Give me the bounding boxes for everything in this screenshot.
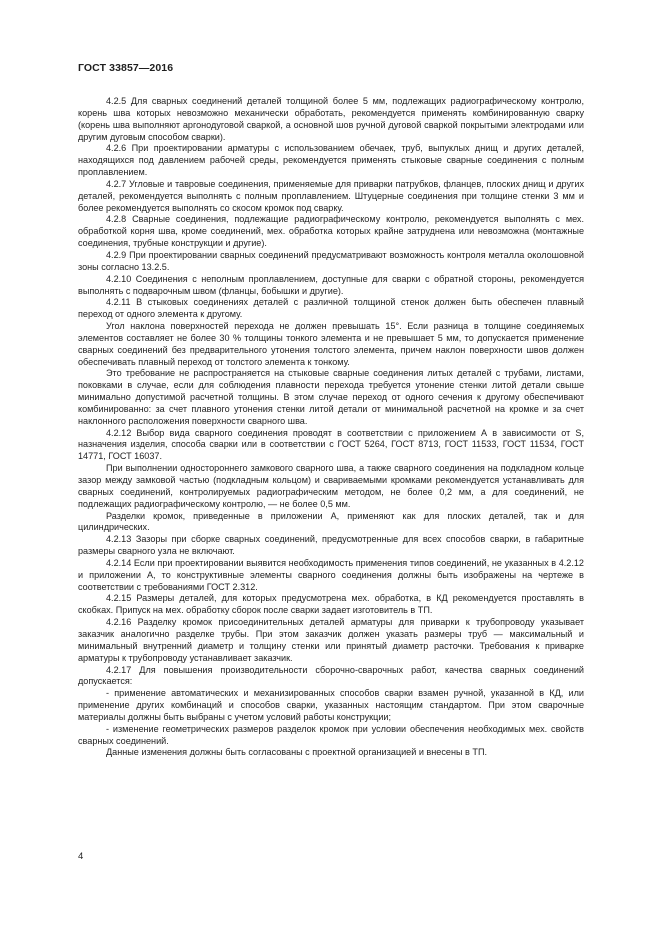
paragraph-edge-preparation: Разделки кромок, приведенные в приложении А, применяют как для плоских деталей, так и для цилиндрических.	[78, 510, 584, 533]
paragraph-slope-angle: Угол наклона поверхностей перехода не должен превышать 15°. Если разница в толщине соединяемых элементов составляет не более 30 % толщины тонкого элемента и не превышает 5 мм, то допускается применение сварных соединений без предварительного утонения толстого элемента, причем наклон поверхности швов должен обеспечивать плавный переход от толстого элемента к тонкому.	[78, 321, 584, 367]
paragraph-approval: Данные изменения должны быть согласованы с проектной организацией и внесены в ТП.	[106, 747, 488, 758]
page-number: 4	[78, 851, 84, 862]
paragraph-4-2-6: 4.2.6 При проектировании арматуры с использованием обечаек, труб, выпуклых днищ и других деталей, находящихся под давлением рабочей среды, рекомендуется применять стыковые сварные соединения с полным проплавлением.	[78, 143, 584, 178]
paragraph-4-2-13: 4.2.13 Зазоры при сборке сварных соединений, предусмотренные для всех способов сварки, в габаритные размеры сварного узла не включают.	[78, 534, 584, 557]
paragraph-4-2-7: 4.2.7 Угловые и тавровые соединения, применяемые для приварки патрубков, фланцев, плоских днищ и других деталей, рекомендуется выполнять с полным проплавлением. Штуцерные соединения при толщине стенки 3 мм и более рекомендуется выполнять со скосом кромок под сварку.	[78, 178, 584, 213]
paragraph-4-2-17: 4.2.17 Для повышения производительности сборочно-сварочных работ, качества сварных соединений допускается:	[78, 664, 584, 687]
paragraph-4-2-14: 4.2.14 Если при проектировании выявится необходимость применения типов соединений, не указанных в 4.2.12 и приложении А, то конструктивные элементы сварного соединения должны быть изображены на чертеже в соответствии с требованиями ГОСТ 2.312.	[78, 557, 584, 592]
document-header: ГОСТ 33857—2016	[78, 62, 174, 74]
paragraph-lock-weld: При выполнении одностороннего замкового сварного шва, а также сварного соединения на подкладном кольце зазор между замковой частью (подкладным кольцом) и свариваемыми кромками рекомендуется устанавливать для сварных соединений, контролируемых радиографическим методом, не более 0,2 мм, а для соединений, не подлежащих радиографическому контролю, — не более 0,5 мм.	[78, 463, 584, 509]
document-body	[78, 96, 584, 759]
paragraph-4-2-10: 4.2.10 Соединения с неполным проплавлением, доступные для сварки с обратной стороны, рекомендуется выполнять с подварочным швом (фланцы, бобышки и другие).	[78, 273, 584, 296]
paragraph-4-2-11: 4.2.11 В стыковых соединениях деталей с различной толщиной стенок должен быть обеспечен плавный переход от одного элемента к другому.	[78, 297, 584, 320]
paragraph-4-2-5: 4.2.5 Для сварных соединений деталей толщиной более 5 мм, подлежащих радиографическому контролю, корень шва которых невозможно механически обработать, рекомендуется применять комбинированную сварку (корень шва выполняют аргонодуговой сваркой, а основной шов ручной дуговой сваркой покрытыми электродами или другим дуговым способом сварки).	[78, 96, 584, 142]
paragraph-cast-parts: Это требование не распространяется на стыковые сварные соединения литых деталей с трубами, листами, поковками в случае, если для соблюдения плавности перехода требуется утонение стенки литой детали свыше минимально допустимой расчетной толщины. В этом случае переход от одного сечения к другому обеспечивают комбинированно: за счет плавного утонения стенки литой детали от минимальной расчетной на кромке и за счет наклонного расположения поверхности сварного шва.	[78, 368, 584, 426]
list-item-geometry: - изменение геометрических размеров разделок кромок при условии обеспечения необходимых мех. свойств сварных соединений.	[78, 723, 584, 746]
paragraph-4-2-8: 4.2.8 Сварные соединения, подлежащие радиографическому контролю, рекомендуется выполнять с мех. обработкой корня шва, кроме соединений, мех. обработка которых крайне затруднена или невозможна (монтажные соединения, трубные конструкции и другие).	[78, 214, 584, 249]
paragraph-4-2-9: 4.2.9 При проектировании сварных соединений предусматривают возможность контроля металла околошовной зоны согласно 13.2.5.	[78, 249, 584, 272]
paragraph-4-2-12: 4.2.12 Выбор вида сварного соединения проводят в соответствии с приложением А в зависимости от S, назначения изделия, способа сварки или в соответствии с ГОСТ 5264, ГОСТ 8713, ГОСТ 11533, ГОСТ 11534, ГОСТ 14771, ГОСТ 16037.	[78, 427, 584, 462]
paragraph-4-2-15: 4.2.15 Размеры деталей, для которых предусмотрена мех. обработка, в КД рекомендуется проставлять в скобках. Припуск на мех. обработку сборок после сварки задает изготовитель в ТП.	[78, 593, 584, 616]
list-item-automation: - применение автоматических и механизированных способов сварки взамен ручной, указанной в КД, или применение других комбинаций и способов сварки, указанных настоящим стандартом. При этом сварочные материалы должны быть выбраны с учетом условий работы конструкции;	[78, 688, 584, 722]
paragraph-4-2-16: 4.2.16 Разделку кромок присоединительных деталей арматуры для приварки к трубопроводу указывает заказчик аналогично разделке трубы. При этом заказчик должен указать размеры труб — максимальный и минимальный внутренний диаметр и толщину стенки или принятый диаметр расточки. Требования к приварке арматуры к трубопроводу устанавливает заказчик.	[78, 617, 584, 663]
